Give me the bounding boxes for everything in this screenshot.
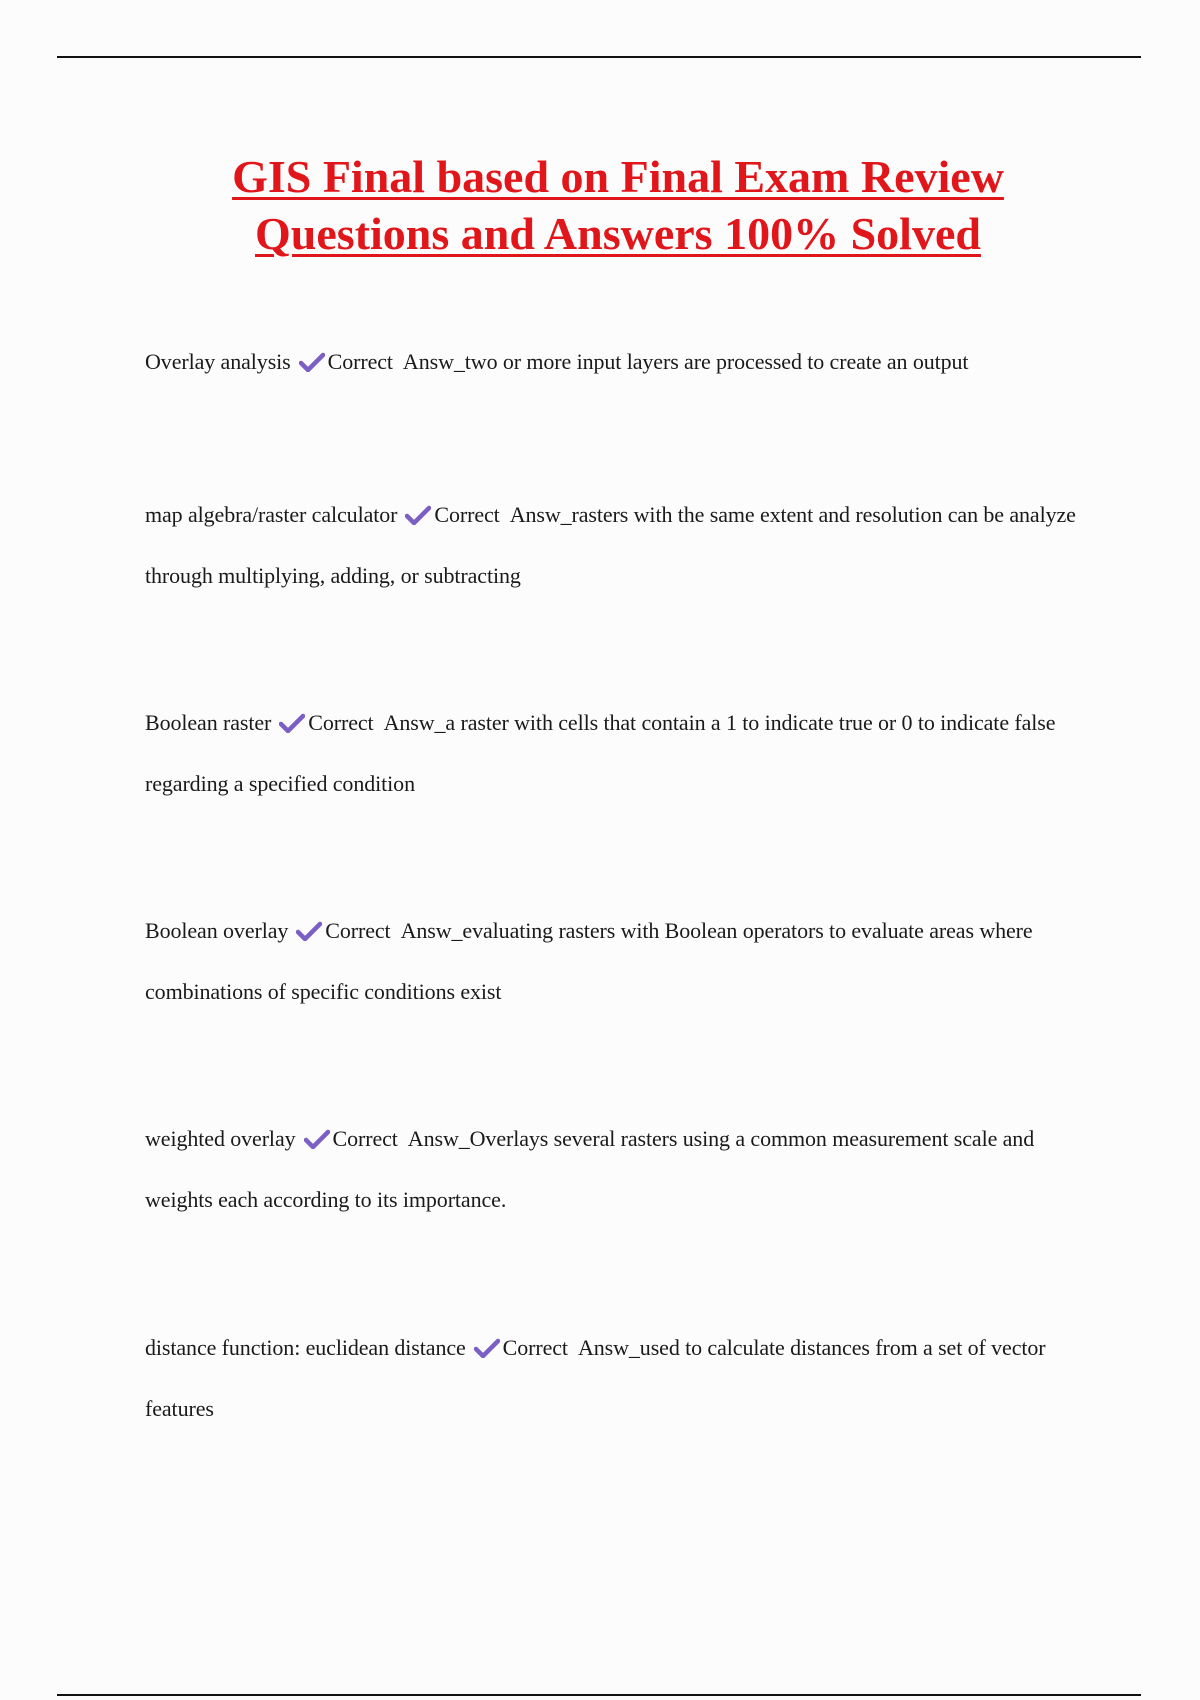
qa-term: Overlay analysis <box>145 349 291 374</box>
answer-marker: Answ_ <box>383 710 446 735</box>
header-rule <box>57 56 1141 58</box>
qa-item <box>145 1108 1095 1230</box>
qa-answer: two or more input layers are processed to create an output <box>464 349 969 374</box>
answer-marker: Answ_ <box>577 1335 640 1360</box>
qa-answer: a raster with cells that contain a 1 to indicate true or 0 to indicate false regarding a specified condition <box>145 710 1056 796</box>
correct-label: Correct <box>325 918 391 943</box>
footer-rule <box>57 1694 1141 1696</box>
correct-label: Correct <box>332 1126 398 1151</box>
checkmark-icon <box>279 713 305 733</box>
qa-item <box>145 484 1095 606</box>
correct-label: Correct <box>327 349 393 374</box>
qa-item <box>145 692 1095 814</box>
qa-term: distance function: euclidean distance <box>145 1335 466 1360</box>
answer-marker: Answ_ <box>509 502 572 527</box>
qa-term: map algebra/raster calculator <box>145 502 398 527</box>
checkmark-icon <box>304 1129 330 1149</box>
qa-term: weighted overlay <box>145 1126 296 1151</box>
qa-item <box>145 900 1095 1022</box>
qa-answer: rasters with the same extent and resolution can be analyze through multiplying, adding, or subtracting <box>145 502 1076 588</box>
title-line-1: GIS Final based on Final Exam Review <box>232 151 1004 202</box>
correct-label: Correct <box>434 502 500 527</box>
answer-marker: Answ_ <box>402 349 465 374</box>
qa-item <box>145 331 1095 392</box>
qa-answer: Overlays several rasters using a common measurement scale and weights each according to its importance. <box>145 1126 1035 1212</box>
title-line-2: Questions and Answers 100% Solved <box>255 208 981 259</box>
correct-label: Correct <box>308 710 374 735</box>
checkmark-icon <box>299 352 325 372</box>
qa-answer: used to calculate distances from a set of vector features <box>145 1335 1046 1421</box>
checkmark-icon <box>474 1338 500 1358</box>
answer-marker: Answ_ <box>400 918 463 943</box>
qa-item <box>145 1317 1095 1439</box>
qa-term: Boolean raster <box>145 710 272 735</box>
checkmark-icon <box>405 505 431 525</box>
qa-answer: evaluating rasters with Boolean operators to evaluate areas where combinations of specific conditions exist <box>145 918 1033 1004</box>
correct-label: Correct <box>502 1335 568 1360</box>
document-title <box>0 148 1200 262</box>
qa-term: Boolean overlay <box>145 918 289 943</box>
answer-marker: Answ_ <box>407 1126 470 1151</box>
checkmark-icon <box>296 921 322 941</box>
